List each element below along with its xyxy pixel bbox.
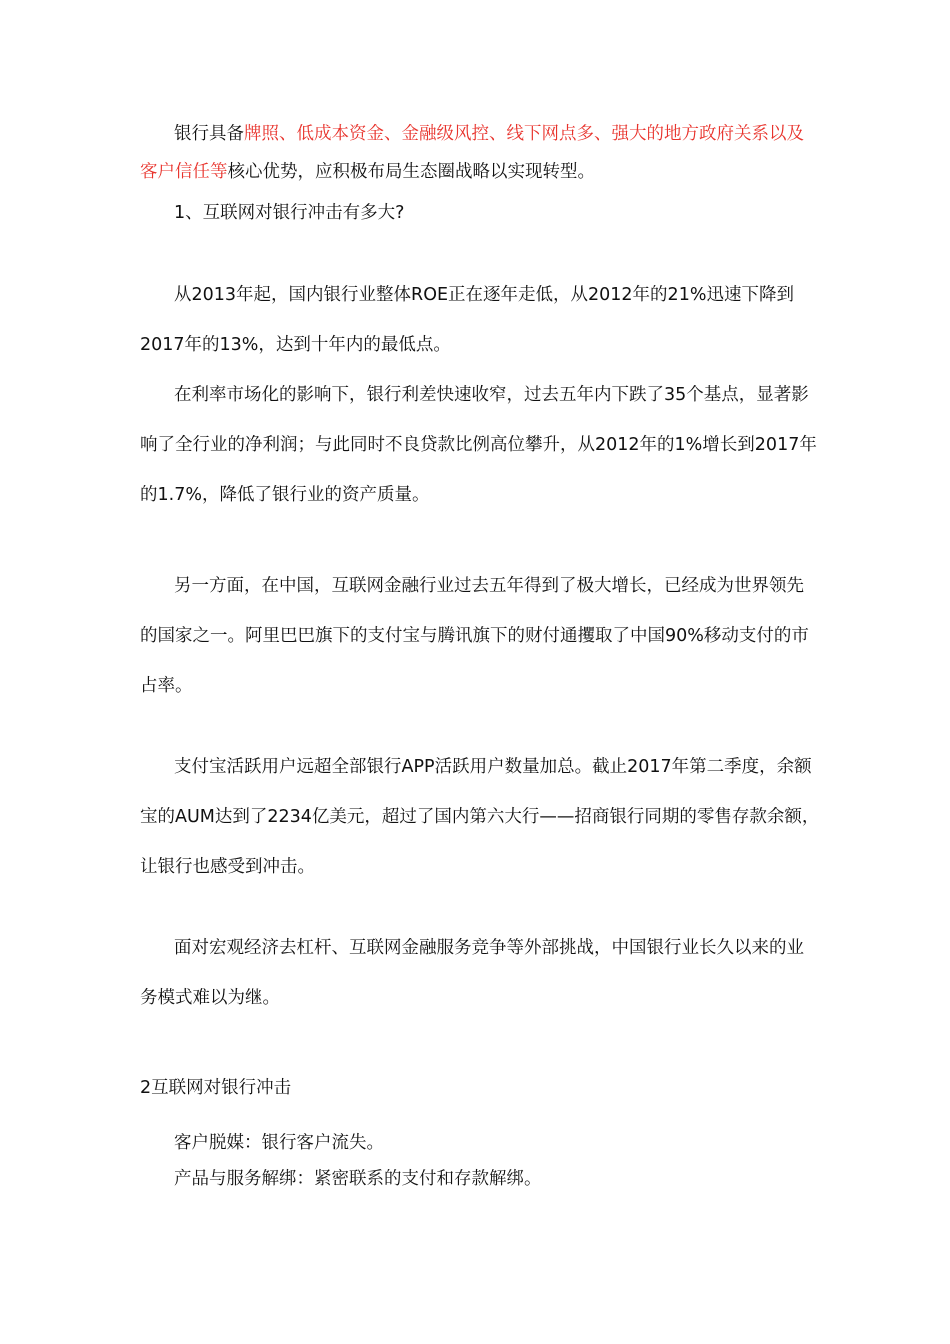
interest-margin-paragraph: 在利率市场化的影响下，银行利差快速收窄，过去五年内下跌了35个基点，显著影响了全行业的净利润；与此同时不良贷款比例高位攀升，从2012年的1%增长到2017年的1.7%，降低了银行业的资产质量。 — [140, 385, 817, 505]
bullet-customer-disintermediation: 客户脱媒：银行客户流失。 — [174, 1133, 384, 1153]
roe-paragraph: 从2013年起，国内银行业整体ROE正在逐年走低，从2012年的21%迅速下降到2017年的13%，达到十年内的最低点。 — [140, 285, 794, 355]
alipay-paragraph: 支付宝活跃用户远超全部银行APP活跃用户数量加总。截止2017年第二季度，余额宝的AUM达到了2234亿美元，超过了国内第六大行——招商银行同期的零售存款余额，让银行也感受到冲击。 — [140, 757, 820, 877]
challenges-paragraph: 面对宏观经济去杠杆、互联网金融服务竞争等外部挑战，中国银行业长久以来的业务模式难以为继。 — [140, 938, 804, 1008]
section-heading-2: 2互联网对银行冲击 — [140, 1078, 292, 1098]
bullet-product-unbundling: 产品与服务解绑：紧密联系的支付和存款解绑。 — [174, 1169, 542, 1189]
intro-text-start: 银行具备 — [174, 124, 244, 144]
intro-highlight-text: 牌照、低成本资金、金融级风控、线下网点多、强大的地方政府关系以及客户信任等 — [140, 124, 804, 182]
internet-finance-paragraph: 另一方面，在中国，互联网金融行业过去五年得到了极大增长，已经成为世界领先的国家之一。阿里巴巴旗下的支付宝与腾讯旗下的财付通攫取了中国90%移动支付的市占率。 — [140, 576, 809, 696]
intro-text-end: 核心优势，应积极布局生态圈战略以实现转型。 — [227, 162, 595, 182]
intro-paragraph — [140, 115, 820, 191]
section-heading-1: 1、互联网对银行冲击有多大? — [174, 203, 405, 223]
